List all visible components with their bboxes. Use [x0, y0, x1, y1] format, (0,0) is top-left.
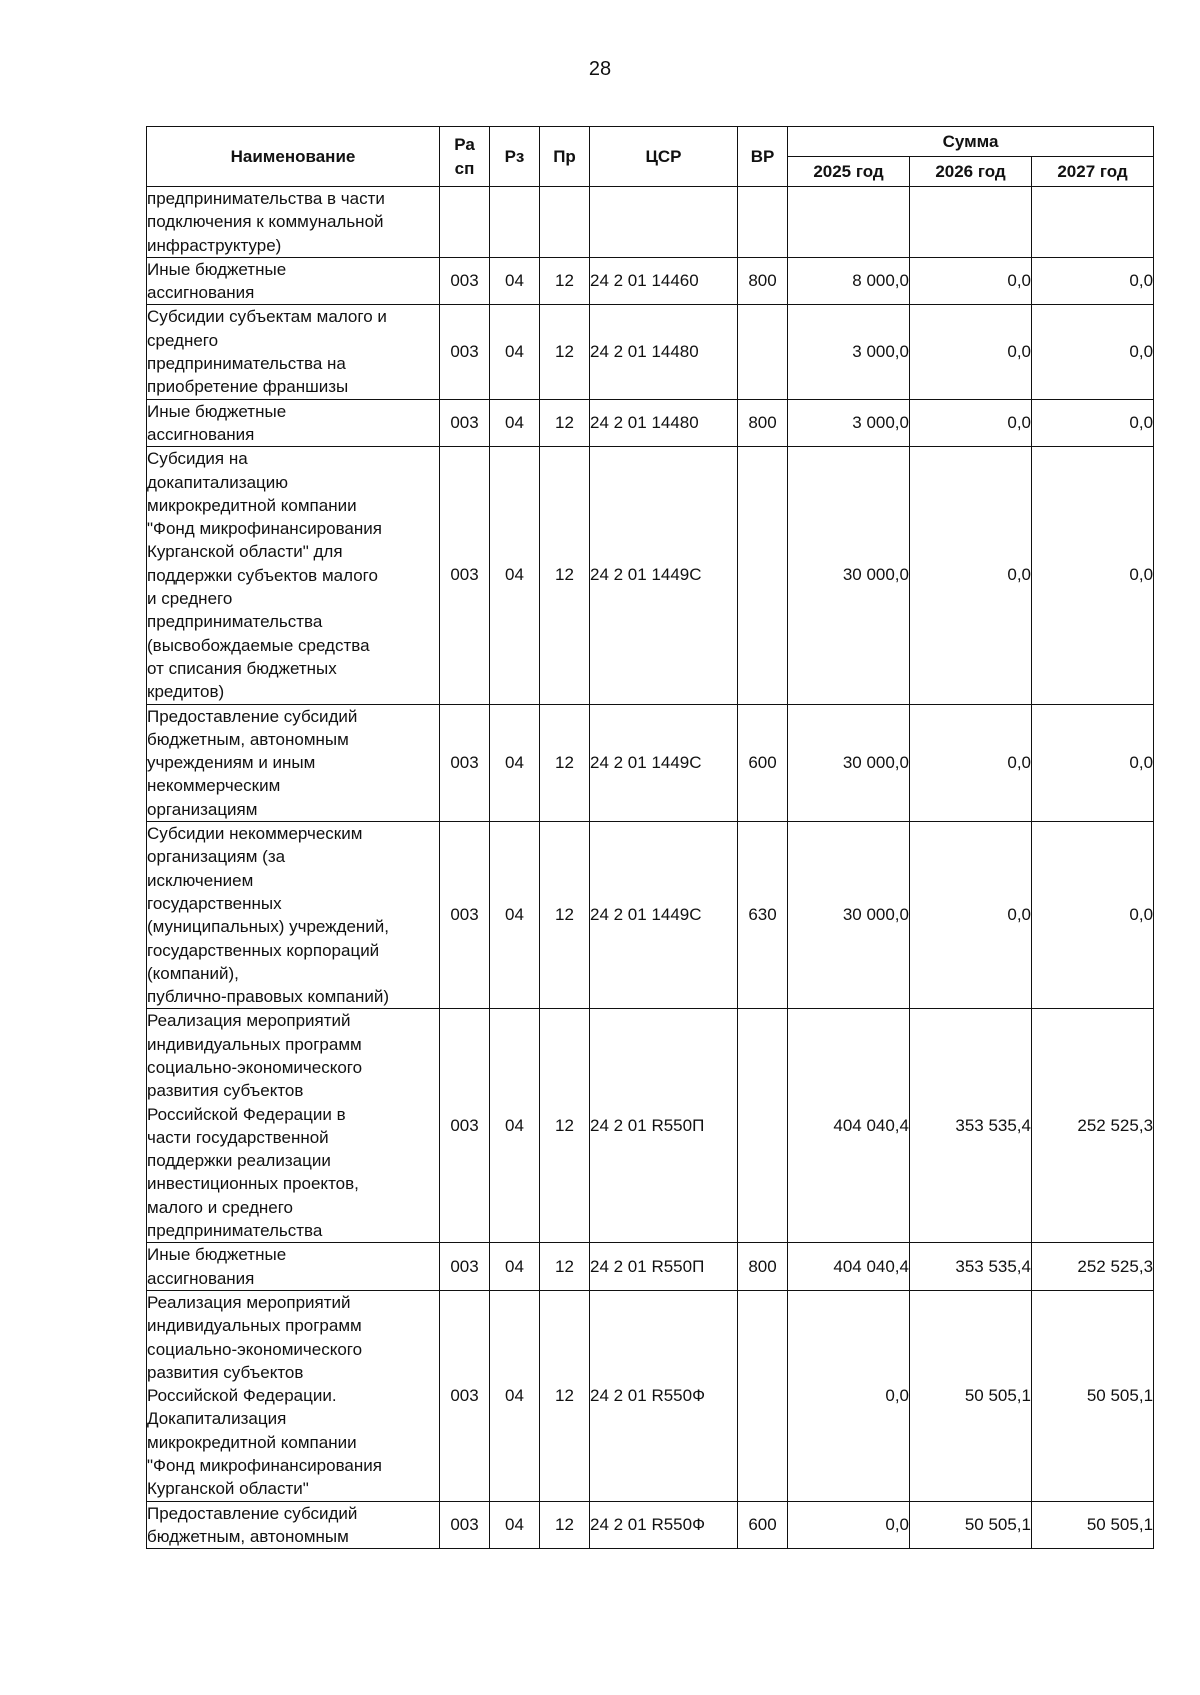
cell-vr: 600: [738, 704, 788, 821]
cell-name: Субсидии субъектам малого и среднего предпринимательства на приобретение франшизы: [147, 305, 440, 399]
cell-vr: [738, 1009, 788, 1243]
cell-y2027: 252 525,3: [1032, 1243, 1154, 1291]
cell-csr: 24 2 01 14480: [590, 399, 738, 447]
cell-y2026: 0,0: [910, 257, 1032, 305]
cell-y2026: 50 505,1: [910, 1501, 1032, 1549]
cell-y2026: 0,0: [910, 447, 1032, 704]
cell-y2027: 0,0: [1032, 447, 1154, 704]
cell-rz: 04: [490, 305, 540, 399]
cell-csr: 24 2 01 1449С: [590, 447, 738, 704]
cell-pr: 12: [540, 822, 590, 1009]
cell-y2027: 50 505,1: [1032, 1501, 1154, 1549]
cell-y2027: 0,0: [1032, 704, 1154, 821]
cell-rz: 04: [490, 704, 540, 821]
cell-rz: 04: [490, 822, 540, 1009]
cell-name: Предоставление субсидий бюджетным, автономным: [147, 1501, 440, 1549]
cell-vr: 600: [738, 1501, 788, 1549]
cell-vr: [738, 305, 788, 399]
cell-rasp: 003: [440, 257, 490, 305]
cell-rz: [490, 187, 540, 258]
header-2025: 2025 год: [788, 157, 910, 187]
cell-name: Субсидия на докапитализацию микрокредитной компании "Фонд микрофинансирования Курганской области" для поддержки субъектов малого и среднего предпринимательства (высвобождаемые средства от списания бюджетных кредитов): [147, 447, 440, 704]
cell-vr: [738, 1290, 788, 1501]
cell-y2027: 0,0: [1032, 257, 1154, 305]
cell-rz: 04: [490, 257, 540, 305]
cell-rasp: 003: [440, 447, 490, 704]
header-rz: Рз: [490, 127, 540, 187]
cell-y2027: 0,0: [1032, 399, 1154, 447]
cell-pr: 12: [540, 257, 590, 305]
cell-rasp: 003: [440, 399, 490, 447]
cell-name: Субсидии некоммерческим организациям (за исключением государственных (муниципальных) учреждений, государственных корпораций (компаний), публично-правовых компаний): [147, 822, 440, 1009]
cell-y2025: 404 040,4: [788, 1243, 910, 1291]
table-row: [147, 305, 1154, 399]
cell-rasp: 003: [440, 1501, 490, 1549]
cell-y2026: 0,0: [910, 305, 1032, 399]
table-row: [147, 1501, 1154, 1549]
table-row: [147, 447, 1154, 704]
cell-y2025: 404 040,4: [788, 1009, 910, 1243]
cell-pr: 12: [540, 447, 590, 704]
cell-y2026: 0,0: [910, 822, 1032, 1009]
cell-vr: 800: [738, 399, 788, 447]
cell-pr: 12: [540, 1009, 590, 1243]
budget-table: [146, 126, 1154, 1549]
cell-pr: 12: [540, 1501, 590, 1549]
cell-rz: 04: [490, 447, 540, 704]
cell-rz: 04: [490, 1243, 540, 1291]
cell-y2027: 0,0: [1032, 822, 1154, 1009]
cell-name: Реализация мероприятий индивидуальных программ социально-экономического развития субъектов Российской Федерации в части государственной поддержки реализации инвестиционных проектов, малого и среднего предпринимательства: [147, 1009, 440, 1243]
cell-y2026: [910, 187, 1032, 258]
header-name: Наименование: [147, 127, 440, 187]
cell-name: Иные бюджетные ассигнования: [147, 399, 440, 447]
cell-pr: [540, 187, 590, 258]
cell-rz: 04: [490, 1009, 540, 1243]
cell-csr: 24 2 01 R550П: [590, 1243, 738, 1291]
table-row: [147, 1009, 1154, 1243]
cell-pr: 12: [540, 305, 590, 399]
cell-y2026: 0,0: [910, 399, 1032, 447]
cell-csr: 24 2 01 R550Ф: [590, 1290, 738, 1501]
cell-rasp: 003: [440, 822, 490, 1009]
cell-y2027: 0,0: [1032, 305, 1154, 399]
cell-name: Иные бюджетные ассигнования: [147, 257, 440, 305]
cell-csr: 24 2 01 1449С: [590, 704, 738, 821]
table-row: [147, 822, 1154, 1009]
cell-rasp: 003: [440, 305, 490, 399]
cell-csr: 24 2 01 R550Ф: [590, 1501, 738, 1549]
header-pr: Пр: [540, 127, 590, 187]
table-row: [147, 187, 1154, 258]
cell-y2026: 50 505,1: [910, 1290, 1032, 1501]
cell-y2025: 30 000,0: [788, 704, 910, 821]
cell-y2025: 0,0: [788, 1290, 910, 1501]
header-2026: 2026 год: [910, 157, 1032, 187]
cell-rz: 04: [490, 1501, 540, 1549]
cell-pr: 12: [540, 1243, 590, 1291]
cell-y2025: 3 000,0: [788, 305, 910, 399]
cell-vr: 800: [738, 257, 788, 305]
cell-rasp: 003: [440, 1290, 490, 1501]
cell-vr: [738, 447, 788, 704]
cell-rasp: 003: [440, 1243, 490, 1291]
header-2027: 2027 год: [1032, 157, 1154, 187]
cell-y2027: [1032, 187, 1154, 258]
cell-csr: [590, 187, 738, 258]
cell-y2027: 252 525,3: [1032, 1009, 1154, 1243]
cell-csr: 24 2 01 R550П: [590, 1009, 738, 1243]
cell-name: Предоставление субсидий бюджетным, автономным учреждениям и иным некоммерческим организациям: [147, 704, 440, 821]
cell-rasp: 003: [440, 1009, 490, 1243]
cell-y2025: 0,0: [788, 1501, 910, 1549]
header-vr: ВР: [738, 127, 788, 187]
cell-name: Реализация мероприятий индивидуальных программ социально-экономического развития субъектов Российской Федерации. Докапитализация микрокредитной компании "Фонд микрофинансирования Курганской области": [147, 1290, 440, 1501]
header-rasp: Ра сп: [440, 127, 490, 187]
cell-name: Иные бюджетные ассигнования: [147, 1243, 440, 1291]
cell-y2025: 30 000,0: [788, 822, 910, 1009]
cell-pr: 12: [540, 704, 590, 821]
cell-vr: [738, 187, 788, 258]
cell-rasp: [440, 187, 490, 258]
table-row: [147, 1243, 1154, 1291]
table-row: [147, 257, 1154, 305]
cell-rasp: 003: [440, 704, 490, 821]
table-body: [147, 187, 1154, 1549]
table-row: [147, 399, 1154, 447]
header-csr: ЦСР: [590, 127, 738, 187]
cell-y2025: [788, 187, 910, 258]
cell-csr: 24 2 01 1449С: [590, 822, 738, 1009]
table-row: [147, 704, 1154, 821]
cell-y2027: 50 505,1: [1032, 1290, 1154, 1501]
cell-rz: 04: [490, 399, 540, 447]
table-row: [147, 1290, 1154, 1501]
page-number: 28: [588, 58, 612, 80]
cell-y2025: 8 000,0: [788, 257, 910, 305]
cell-y2025: 30 000,0: [788, 447, 910, 704]
cell-vr: 630: [738, 822, 788, 1009]
cell-y2026: 0,0: [910, 704, 1032, 821]
cell-y2026: 353 535,4: [910, 1243, 1032, 1291]
header-sum: Сумма: [788, 127, 1154, 157]
cell-csr: 24 2 01 14460: [590, 257, 738, 305]
cell-pr: 12: [540, 1290, 590, 1501]
cell-csr: 24 2 01 14480: [590, 305, 738, 399]
cell-pr: 12: [540, 399, 590, 447]
cell-name: предпринимательства в части подключения к коммунальной инфраструктуре): [147, 187, 440, 258]
cell-y2025: 3 000,0: [788, 399, 910, 447]
cell-rz: 04: [490, 1290, 540, 1501]
cell-y2026: 353 535,4: [910, 1009, 1032, 1243]
cell-vr: 800: [738, 1243, 788, 1291]
